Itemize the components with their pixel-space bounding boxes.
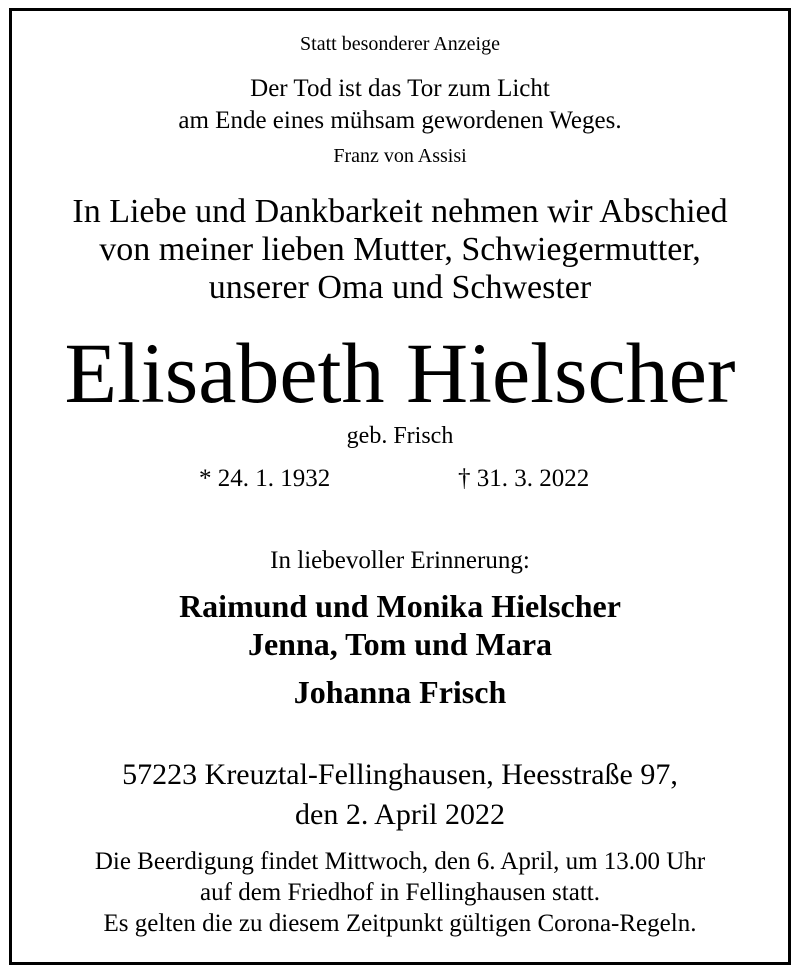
funeral-line-3: Es gelten die zu diesem Zeitpunkt gültigen Corona-Regeln. [103,910,697,937]
deceased-name: Elisabeth Hielscher [64,325,736,421]
intro-line-1: In Liebe und Dankbarkeit nehmen wir Abschied [72,193,728,230]
quote-author: Franz von Assisi [333,145,467,167]
death-date: † 31. 3. 2022 [458,465,590,492]
funeral-line-2: auf dem Friedhof in Fellinghausen statt. [200,879,600,906]
address-line-1: 57223 Kreuztal-Fellinghausen, Heesstraße 97, [122,758,678,791]
address-line-2: den 2. April 2022 [295,798,505,831]
quote-line-1: Der Tod ist das Tor zum Licht [250,75,550,102]
intro-line-3: unserer Oma und Schwester [208,269,592,306]
quote-line-2: am Ende eines mühsam gewordenen Weges. [178,107,622,134]
memory-line: In liebevoller Erinnerung: [270,547,530,574]
life-dates [0,466,800,498]
mourner-line-3: Johanna Frisch [293,674,507,710]
intro-line-2: von meiner lieben Mutter, Schwiegermutter, [99,231,701,268]
mourner-line-2: Jenna, Tom und Mara [247,626,553,662]
birth-name: geb. Frisch [346,423,454,449]
mourner-line-1: Raimund und Monika Hielscher [179,588,621,624]
notice-heading: Statt besonderer Anzeige [300,33,500,55]
funeral-line-1: Die Beerdigung findet Mittwoch, den 6. April, um 13.00 Uhr [94,848,706,875]
birth-date: * 24. 1. 1932 [199,465,331,492]
